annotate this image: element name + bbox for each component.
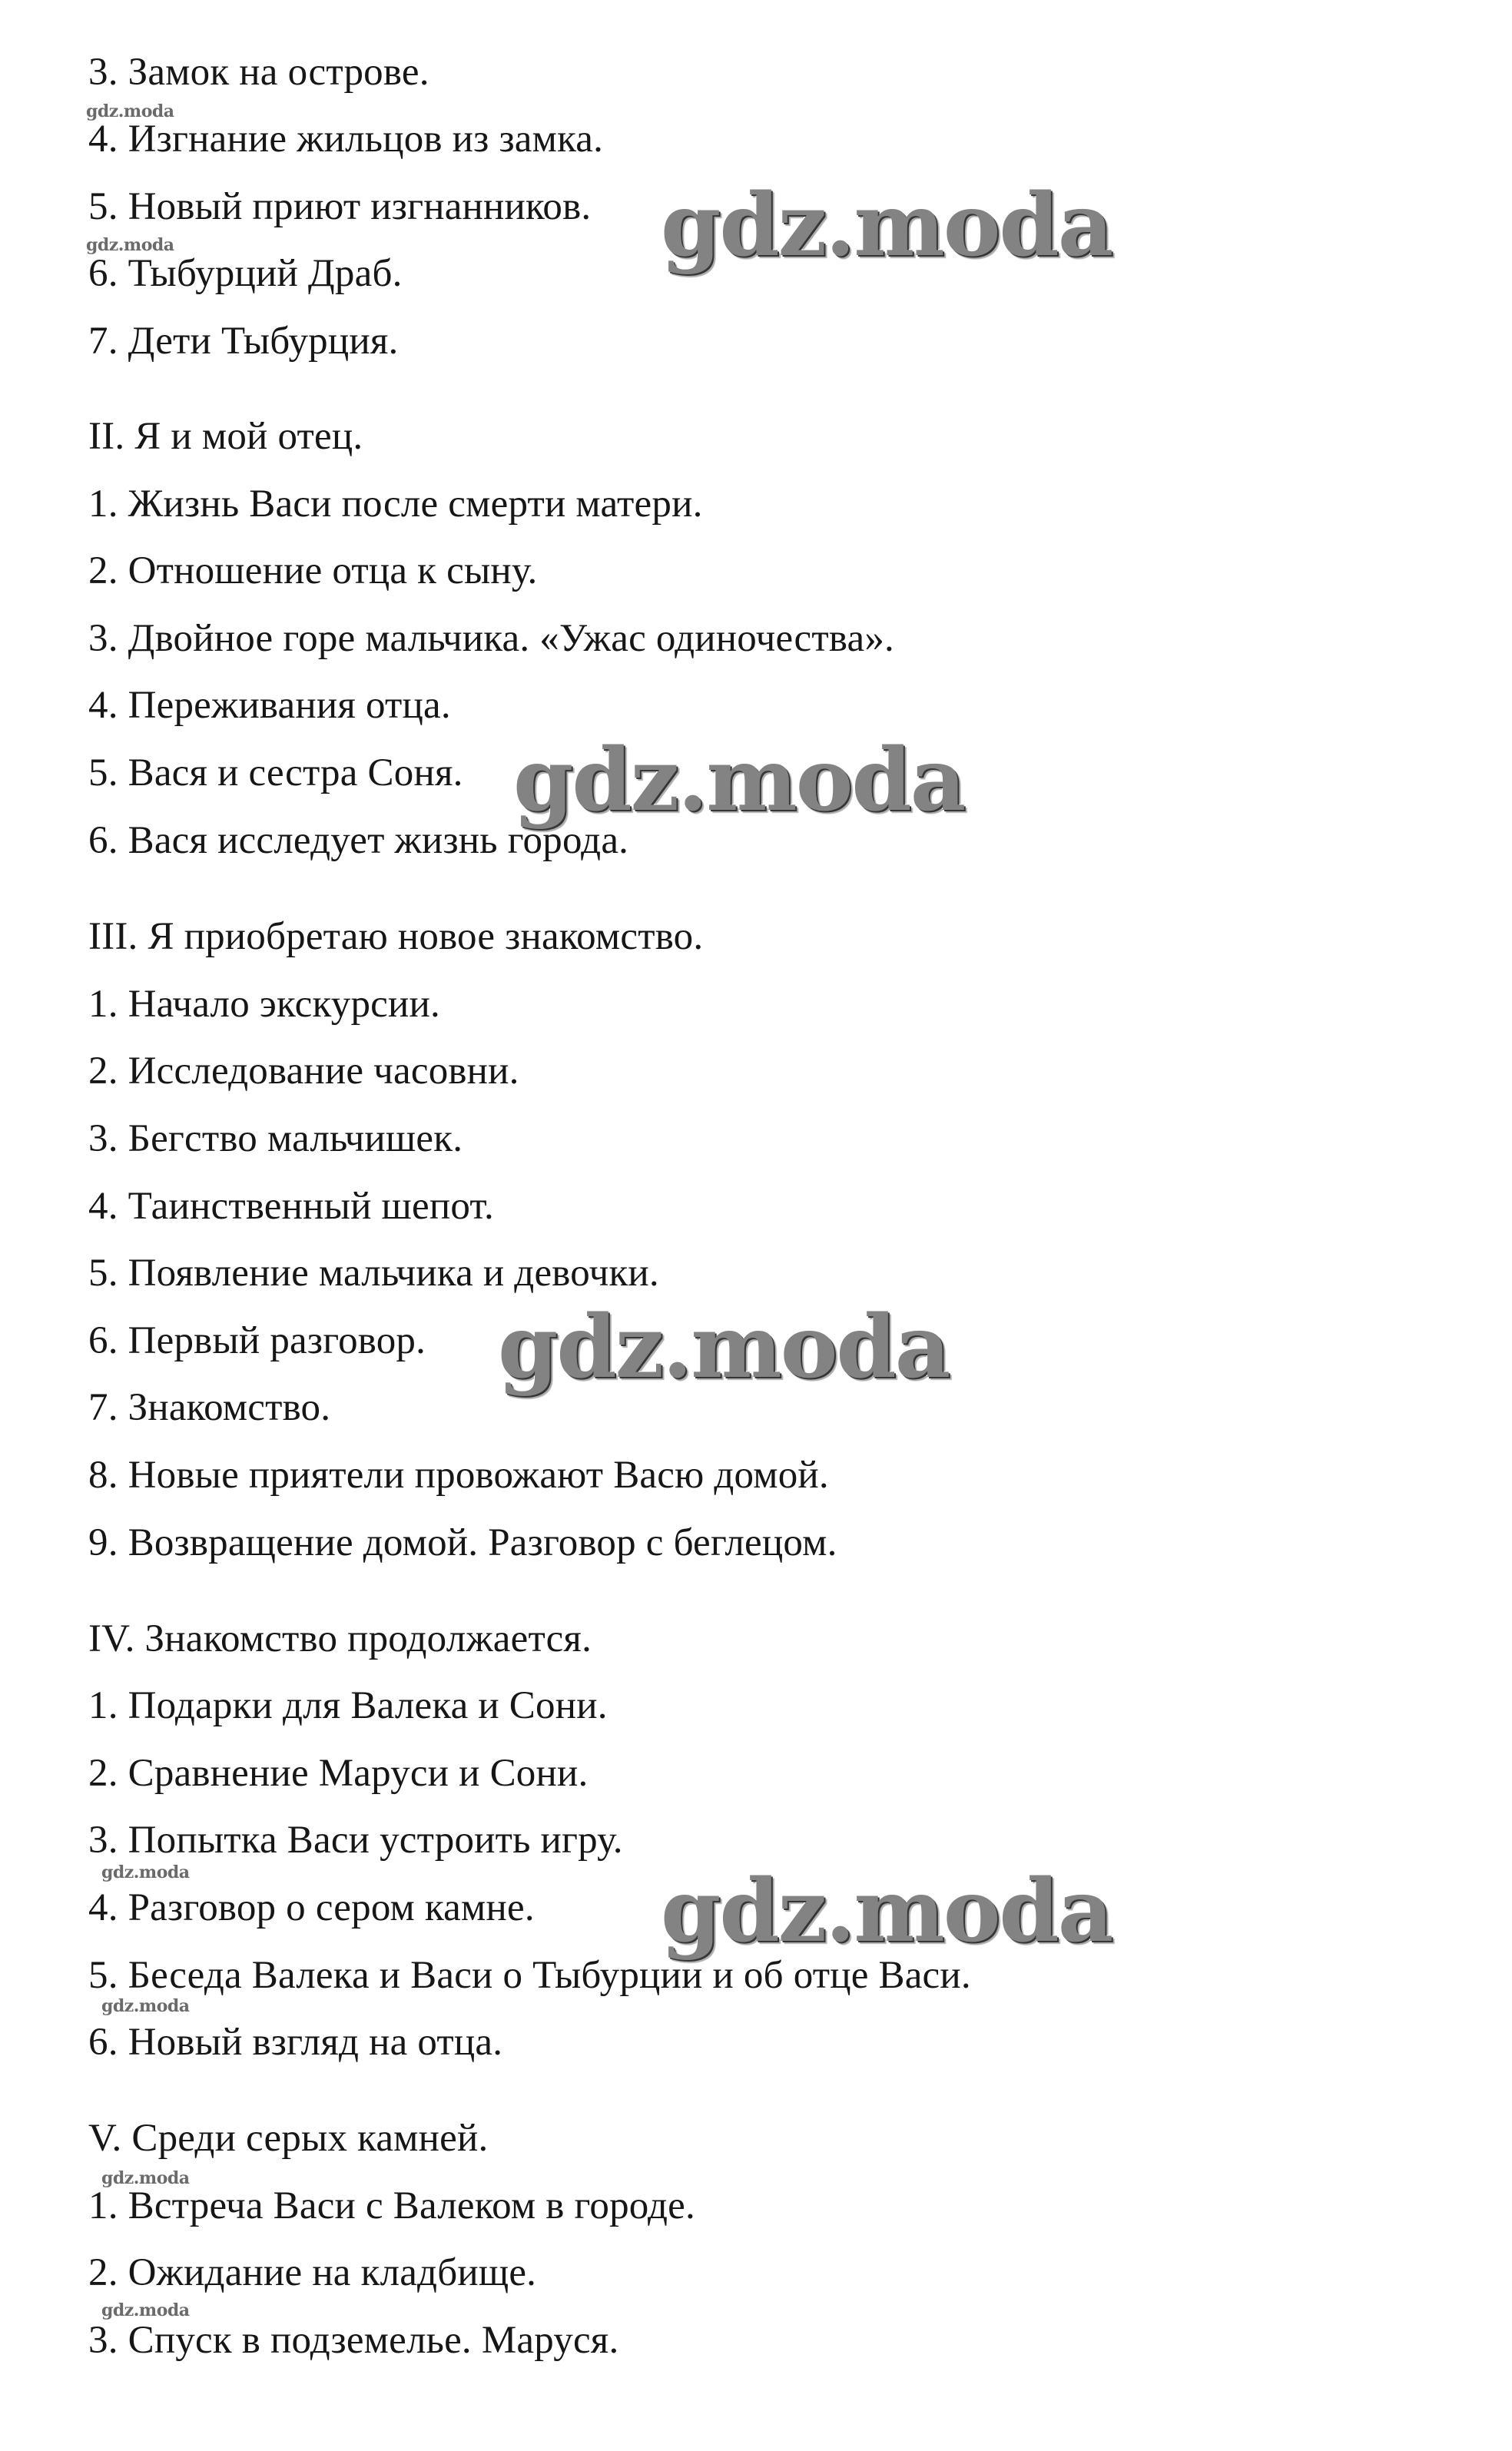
- section-heading: III. Я приобретаю новое знакомство.: [88, 915, 704, 958]
- section-heading: V. Среди серых камней.: [88, 2117, 489, 2160]
- watermark-small: gdz.moda: [101, 1862, 190, 1882]
- list-item: 1. Подарки для Валека и Сони.: [88, 1684, 608, 1727]
- list-item: 5. Вася и сестра Соня.: [88, 751, 463, 794]
- list-item: 2. Ожидание на кладбище.: [88, 2251, 537, 2294]
- list-item: 7. Дети Тыбурция.: [88, 320, 399, 363]
- list-item: 6. Первый разговор.: [88, 1319, 426, 1362]
- list-item: 3. Бегство мальчишек.: [88, 1117, 463, 1160]
- list-item: 6. Новый взгляд на отца.: [88, 2021, 503, 2064]
- list-item: 5. Новый приют изгнанников.: [88, 185, 592, 228]
- watermark-logo: gdz.moda: [513, 730, 965, 831]
- list-item: 3. Попытка Васи устроить игру.: [88, 1819, 623, 1862]
- list-item: 7. Знакомство.: [88, 1386, 331, 1429]
- list-item: 9. Возвращение домой. Разговор с беглецом.: [88, 1521, 837, 1564]
- list-item: 3. Двойное горе мальчика. «Ужас одиночества».: [88, 617, 894, 660]
- watermark-small: gdz.moda: [101, 2300, 190, 2320]
- list-item: 3. Замок на острове.: [88, 51, 429, 94]
- watermark-logo: gdz.moda: [661, 1861, 1112, 1962]
- watermark-logo: gdz.moda: [498, 1297, 950, 1398]
- list-item: 4. Переживания отца.: [88, 684, 451, 727]
- list-item: 2. Отношение отца к сыну.: [88, 549, 538, 592]
- list-item: 2. Сравнение Маруси и Сони.: [88, 1752, 589, 1795]
- list-item: 4. Разговор о сером камне.: [88, 1886, 535, 1929]
- list-item: 5. Беседа Валека и Васи о Тыбурции и об отце Васи.: [88, 1954, 971, 1997]
- section-heading: II. Я и мой отец.: [88, 415, 363, 458]
- list-item: 8. Новые приятели провожают Васю домой.: [88, 1454, 829, 1497]
- watermark-small: gdz.moda: [101, 2168, 190, 2188]
- list-item: 2. Исследование часовни.: [88, 1050, 519, 1093]
- section-heading: IV. Знакомство продолжается.: [88, 1617, 592, 1660]
- list-item: 4. Таинственный шепот.: [88, 1185, 494, 1228]
- watermark-small: gdz.moda: [86, 101, 174, 121]
- watermark-small: gdz.moda: [86, 235, 174, 255]
- list-item: 3. Спуск в подземелье. Маруся.: [88, 2319, 619, 2362]
- list-item: 4. Изгнание жильцов из замка.: [88, 118, 604, 161]
- list-item: 1. Начало экскурсии.: [88, 983, 440, 1026]
- list-item: 6. Вася исследует жизнь города.: [88, 819, 629, 862]
- list-item: 1. Встреча Васи с Валеком в городе.: [88, 2184, 695, 2227]
- list-item: 6. Тыбурций Драб.: [88, 252, 403, 295]
- watermark-logo: gdz.moda: [661, 175, 1112, 276]
- watermark-small: gdz.moda: [101, 1996, 190, 2016]
- list-item: 1. Жизнь Васи после смерти матери.: [88, 483, 703, 526]
- list-item: 5. Появление мальчика и девочки.: [88, 1252, 659, 1295]
